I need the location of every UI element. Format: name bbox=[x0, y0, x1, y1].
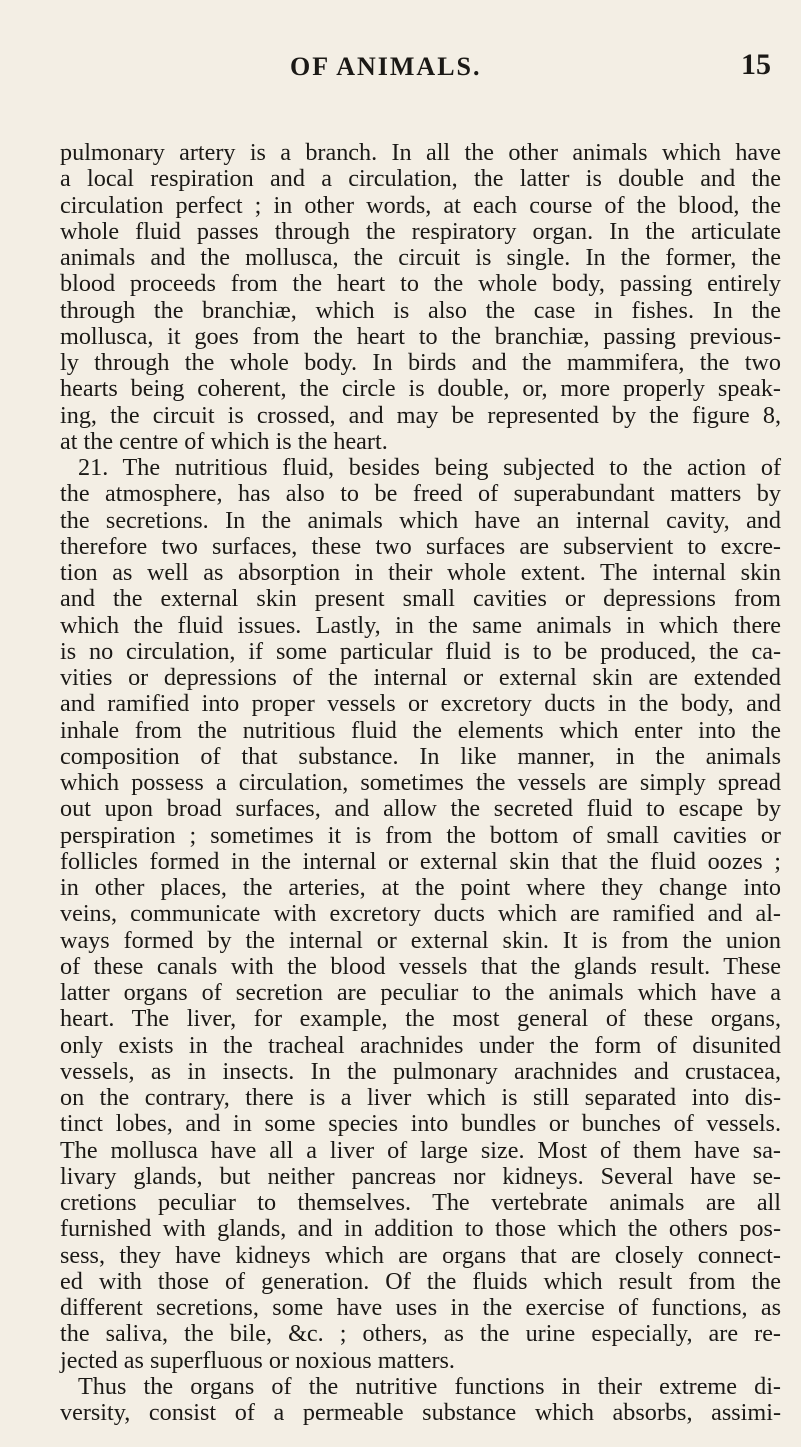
text-line: and ramified into proper vessels or excretory ducts in the body, and bbox=[60, 690, 781, 718]
text-line: perspiration ; sometimes it is from the bottom of small cavities or bbox=[60, 821, 781, 849]
page-number: 15 bbox=[741, 48, 771, 81]
text-line: tinct lobes, and in some species into bundles or bunches of vessels. bbox=[60, 1110, 781, 1138]
text-line: the saliva, the bile, &c. ; others, as the urine especially, are re- bbox=[60, 1320, 781, 1348]
text-line: circulation perfect ; in other words, at each course of the blood, the bbox=[60, 191, 781, 219]
text-line: Thus the organs of the nutritive functions in their extreme di- bbox=[78, 1372, 781, 1400]
text-line: vities or depressions of the internal or external skin are extended bbox=[60, 664, 781, 691]
text-line: inhale from the nutritious fluid the elements which enter into the bbox=[60, 716, 781, 744]
text-line: which the fluid issues. Lastly, in the same animals in which there bbox=[60, 611, 781, 639]
text-line: whole fluid passes through the respiratory organ. In the articulate bbox=[60, 217, 781, 245]
text-line: of these canals with the blood vessels that the glands result. These bbox=[60, 952, 781, 980]
text-line: composition of that substance. In like manner, in the animals bbox=[60, 742, 781, 770]
text-line: ly through the whole body. In birds and the mammifera, the two bbox=[60, 349, 781, 376]
text-line: out upon broad surfaces, and allow the secreted fluid to escape by bbox=[60, 795, 781, 823]
running-head bbox=[60, 48, 781, 92]
text-line: and the external skin present small cavities or depressions from bbox=[60, 585, 781, 613]
text-line: jected as superfluous or noxious matters. bbox=[60, 1346, 455, 1374]
text-line: sess, they have kidneys which are organs that are closely connect- bbox=[60, 1241, 781, 1269]
text-line: is no circulation, if some particular fluid is to be produced, the ca- bbox=[60, 637, 781, 665]
text-line: therefore two surfaces, these two surfaces are subservient to excre- bbox=[60, 532, 781, 560]
text-line: versity, consist of a permeable substance which absorbs, assimi- bbox=[60, 1399, 781, 1426]
text-line: the atmosphere, has also to be freed of superabundant matters by bbox=[60, 480, 781, 508]
text-line: 21. The nutritious fluid, besides being subjected to the action of bbox=[78, 454, 781, 481]
text-line: different secretions, some have uses in the exercise of functions, as bbox=[60, 1294, 781, 1321]
text-line: at the centre of which is the heart. bbox=[60, 427, 388, 455]
body-text bbox=[60, 140, 781, 1426]
text-line: blood proceeds from the heart to the whole body, passing entirely bbox=[60, 270, 781, 298]
running-title: OF ANIMALS. bbox=[290, 52, 482, 81]
text-line: heart. The liver, for example, the most general of these organs, bbox=[60, 1005, 781, 1033]
text-line: pulmonary artery is a branch. In all the other animals which have bbox=[60, 139, 781, 166]
text-line: the secretions. In the animals which have an internal cavity, and bbox=[60, 506, 781, 534]
text-line: through the branchiæ, which is also the case in fishes. In the bbox=[60, 296, 781, 324]
text-line: ing, the circuit is crossed, and may be represented by the figure 8, bbox=[60, 401, 781, 429]
text-line: animals and the mollusca, the circuit is single. In the former, the bbox=[60, 244, 781, 271]
text-line: ed with those of generation. Of the fluids which result from the bbox=[60, 1267, 781, 1295]
text-line: hearts being coherent, the circle is double, or, more properly speak- bbox=[60, 375, 781, 403]
text-line: latter organs of secretion are peculiar to the animals which have a bbox=[60, 979, 781, 1006]
text-line: mollusca, it goes from the heart to the branchiæ, passing previous- bbox=[60, 322, 781, 350]
text-line: which possess a circulation, sometimes the vessels are simply spread bbox=[60, 769, 781, 796]
text-line: ways formed by the internal or external skin. It is from the union bbox=[60, 926, 781, 954]
text-line: tion as well as absorption in their whole extent. The internal skin bbox=[60, 559, 781, 586]
text-line: livary glands, but neither pancreas nor kidneys. Several have se- bbox=[60, 1162, 781, 1190]
text-line: only exists in the tracheal arachnides under the form of disunited bbox=[60, 1031, 781, 1059]
text-line: cretions peculiar to themselves. The vertebrate animals are all bbox=[60, 1189, 781, 1216]
text-line: vessels, as in insects. In the pulmonary arachnides and crustacea, bbox=[60, 1057, 781, 1085]
text-line: a local respiration and a circulation, the latter is double and the bbox=[60, 165, 781, 193]
text-line: The mollusca have all a liver of large size. Most of them have sa- bbox=[60, 1136, 781, 1164]
text-line: in other places, the arteries, at the point where they change into bbox=[60, 874, 781, 901]
text-line: veins, communicate with excretory ducts which are ramified and al- bbox=[60, 900, 781, 928]
text-line: on the contrary, there is a liver which is still separated into dis- bbox=[60, 1084, 781, 1111]
text-line: follicles formed in the internal or external skin that the fluid oozes ; bbox=[60, 847, 781, 875]
text-line: furnished with glands, and in addition to those which the others pos- bbox=[60, 1215, 781, 1243]
